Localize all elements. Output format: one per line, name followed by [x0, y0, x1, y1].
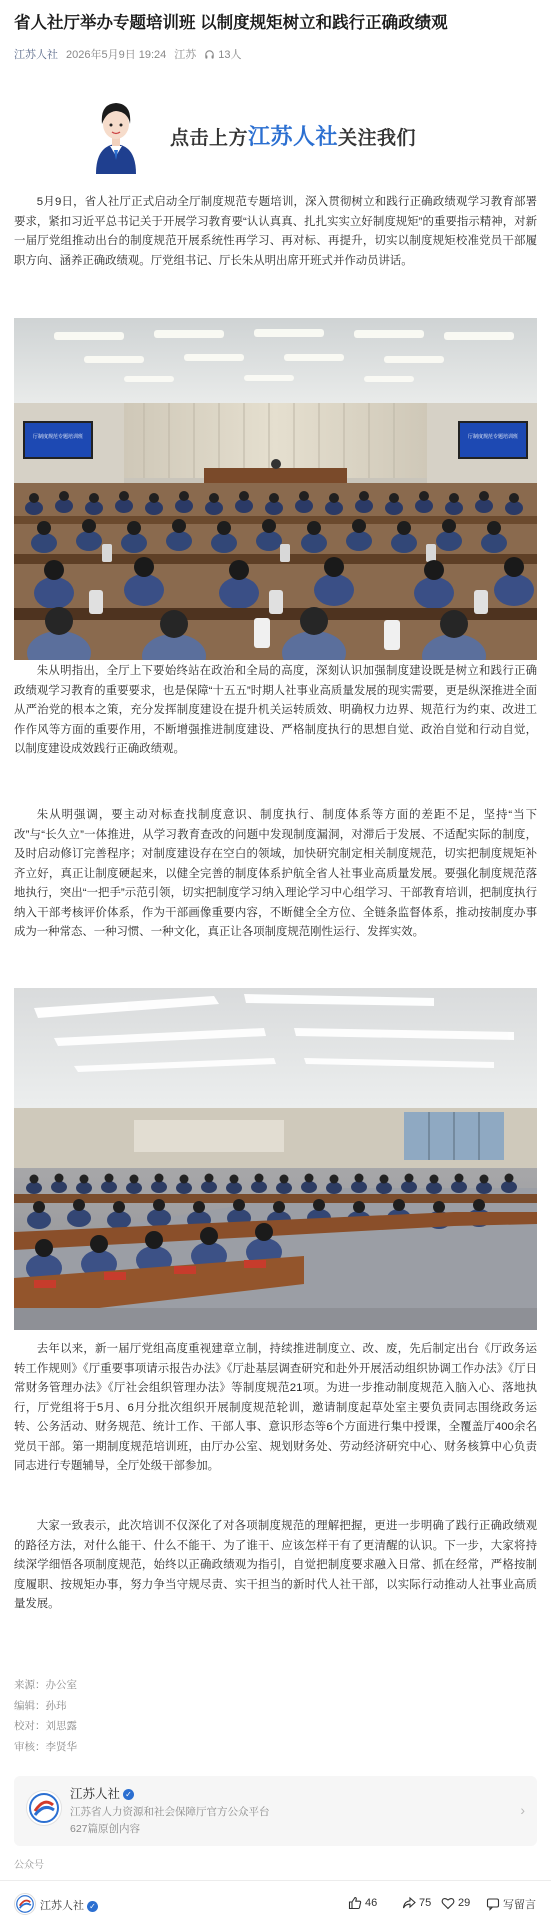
credit-proofreader: 校对：刘思露 — [14, 1720, 77, 1732]
chevron-right-icon: › — [520, 1802, 525, 1818]
article-title: 省人社厅举办专题培训班 以制度规矩树立和践行正确政绩观 — [14, 14, 448, 32]
comment-icon — [486, 1897, 500, 1911]
paragraph-1: 5月9日，省人社厅正式启动全厅制度规范专题培训，深入贯彻树立和践行正确政绩观学习教育部署要求，紧扣习近平总书记关于开展学习教育要“认认真真、扎扎实实立好制度规矩”的重要指示精神，对新一届厅党组推动出台的制度规范开展系统性再学习、再对标、再提升，切实以制度规矩校准党员干部履职方向、涵养正确政绩观。厅党组书记、厅长朱从明出席开班式并作动员讲话。 — [14, 196, 537, 267]
credit-source: 来源：办公室 — [14, 1679, 77, 1691]
meta-date: 2026年5月9日 19:24 — [66, 49, 167, 61]
paragraph-4: 去年以来，新一届厅党组高度重视建章立制，持续推进制度立、改、废，先后制定出台《厅政务运转工作规则》《厅重要事项请示报告办法》《厅赴基层调查研究和赴外开展活动组织协调工作办法》《厅日常财务管理办法》《厅社会组织管理办法》等制度规范21项。为进一步推动制度规范入脑入心、落地执行，厅党组将于5月、6月分批次组织开展制度规范轮训，邀请制度起草处室主要负责同志围绕政务运转、公务活动、财务规范、统计工作、干部人事、意识形态等6个方面进行集中授课，全覆盖厅400余名党员干部。第一期制度规范培训班，由厅办公室、规划财务处、劳动经济研究中心、财务核算中心负责同志进行专题辅导，全厅处级干部参加。 — [14, 1343, 537, 1472]
follow-banner[interactable] — [0, 80, 551, 180]
paragraph-2: 朱从明指出，全厅上下要始终站在政治和全局的高度，深刻认识加强制度建设既是树立和践行正确政绩观学习教育的重要要求，也是保障“十五五”时期人社事业高质量发展的现实需要，更是纵深推进全面从严治党的根本之策，充分发挥制度建设在提升机关运转质效、明确权力边界、规范行为约束、改进工作作风等方面的重要作用，不断增强推进制度建设、严格制度执行的思想自觉、政治自觉和行动自觉，以制度建设成效践行正确政绩观。 — [14, 665, 537, 755]
bottom-verified-icon: ✓ — [87, 1901, 98, 1912]
heart-icon — [441, 1896, 455, 1910]
follow-banner-text: 点击上方江苏人社关注我们 — [170, 124, 417, 149]
account-logo-icon — [26, 1790, 62, 1826]
bottom-account-logo-icon[interactable] — [14, 1893, 36, 1915]
like-count: 46 — [365, 1897, 378, 1909]
headphones-icon — [204, 49, 215, 60]
bottom-action-bar — [0, 1888, 551, 1918]
comment-button[interactable] — [486, 1896, 536, 1912]
credit-editor: 编辑：孙玮 — [14, 1699, 67, 1712]
card-article-count: 627篇原创内容 — [70, 1823, 141, 1835]
credit-reviewer: 审核：李贤华 — [14, 1740, 77, 1753]
paragraph-5: 大家一致表示，此次培训不仅深化了对各项制度规范的理解把握，更进一步明确了践行正确政绩观的路径方法，对什么能干、什么不能干、为了谁干、应该怎样干有了更清醒的认识。下一步，大家将持续深学细悟各项制度规范，始终以正确政绩观为指引，自觉把制度要求融入日常、抓在经常，严格按制度履职、按规矩办事，努力争当守规尽责、实干担当的新时代人社干部，以实际行动推动人社事业高质量发展。 — [14, 1520, 537, 1610]
comment-label: 写留言 — [503, 1899, 536, 1911]
thumbs-up-icon — [348, 1896, 362, 1910]
card-type-label: 公众号 — [14, 1860, 44, 1871]
banner-brand: 江苏人社 — [248, 124, 339, 149]
meta-account-link[interactable]: 江苏人社 — [14, 49, 58, 61]
card-account-description: 江苏省人力资源和社会保障厅官方公众平台 — [70, 1806, 270, 1818]
announcer-avatar-icon — [88, 90, 144, 174]
meeting-photo-1 — [14, 318, 537, 660]
like-button[interactable] — [348, 1896, 377, 1910]
paragraph-3: 朱从明强调，要主动对标查找制度意识、制度执行、制度体系等方面的差距不足，坚持“当下改”与“长久立”一体推进，从学习教育查改的问题中发现制度漏洞，对滞后于发展、不适配实际的制度，及时启动修订完善程序；对制度建设存在空白的领域，加快研究制定相关制度规范，切实把制度规矩补齐立好，真正让制度硬起来，以健全完善的制度体系护航全省人社事业高质量发展。要强化制度规范落地执行，突出“一把手”示范引领，切实把制度学习纳入理论学习中心组学习、干部教育培训，把制度执行纳入干部考核评价体系，作为干部画像重要内容，不断健全全方位、全链条监督体系，推动按制度办事成为一种常态、一种习惯、一种文化，真正让各项制度规范刚性运行、发挥实效。 — [14, 809, 537, 938]
svg-text:厅制度规范专题培训班: 厅制度规范专题培训班 — [467, 434, 519, 440]
bottom-divider — [0, 1880, 551, 1881]
share-count: 75 — [419, 1897, 432, 1909]
favorite-count: 29 — [458, 1897, 471, 1909]
favorite-button[interactable] — [441, 1896, 470, 1910]
article-meta — [14, 46, 242, 62]
svg-text:厅制度规范专题培训班: 厅制度规范专题培训班 — [32, 434, 84, 440]
bottom-account-name[interactable]: 江苏人社 ✓ — [40, 1897, 98, 1913]
meta-location: 江苏 — [174, 49, 197, 61]
share-button[interactable] — [402, 1896, 431, 1910]
account-card[interactable] — [14, 1776, 537, 1846]
article-credits — [14, 1675, 77, 1757]
listen-button[interactable] — [204, 46, 241, 62]
meeting-photo-2 — [14, 988, 537, 1330]
card-account-name: 江苏人社 ✓ — [70, 1784, 134, 1802]
share-icon — [402, 1896, 416, 1910]
listen-count: 13人 — [218, 49, 242, 61]
verified-icon: ✓ — [123, 1789, 134, 1800]
